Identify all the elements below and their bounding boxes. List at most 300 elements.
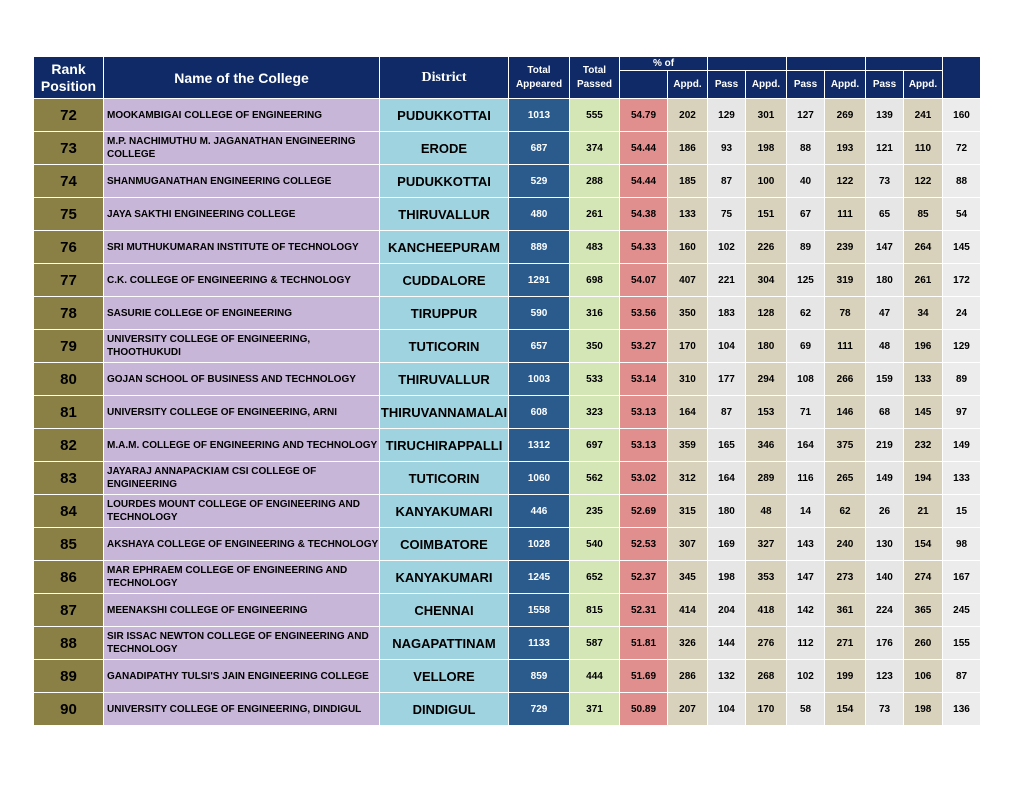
appd-cell: 151	[746, 198, 787, 231]
pass-cell: 102	[787, 660, 825, 693]
pass-percentage-cell: 54.44	[620, 165, 668, 198]
appd-cell: 202	[668, 99, 708, 132]
appd-cell: 170	[746, 693, 787, 726]
college-name-cell: MOOKAMBIGAI COLLEGE OF ENGINEERING	[104, 99, 380, 132]
pass-cell: 87	[708, 165, 746, 198]
appd-cell: 194	[904, 462, 943, 495]
district-cell: DINDIGUL	[380, 693, 509, 726]
pass-cell: 177	[708, 363, 746, 396]
value-cell: 129	[943, 330, 981, 363]
district-cell: THIRUVALLUR	[380, 198, 509, 231]
rank-cell: 78	[34, 297, 104, 330]
college-name-cell: LOURDES MOUNT COLLEGE OF ENGINEERING AND TECHNOLOGY	[104, 495, 380, 528]
total-appeared-cell: 608	[509, 396, 570, 429]
appd-cell: 122	[825, 165, 866, 198]
total-appeared-cell: 1291	[509, 264, 570, 297]
college-name-cell: SRI MUTHUKUMARAN INSTITUTE OF TECHNOLOGY	[104, 231, 380, 264]
appd-cell: 232	[904, 429, 943, 462]
pass-cell: 62	[787, 297, 825, 330]
appd-cell: 240	[825, 528, 866, 561]
total-passed-cell: 371	[570, 693, 620, 726]
pass-cell: 89	[787, 231, 825, 264]
pass-cell: 48	[866, 330, 904, 363]
rank-cell: 81	[34, 396, 104, 429]
appd-cell: 261	[904, 264, 943, 297]
appd-cell: 154	[825, 693, 866, 726]
appd-cell: 128	[746, 297, 787, 330]
table-row	[34, 594, 981, 627]
pass-cell: 75	[708, 198, 746, 231]
district-cell: KANCHEEPURAM	[380, 231, 509, 264]
percent-subheader-blank	[620, 71, 668, 99]
district-cell: TIRUCHIRAPPALLI	[380, 429, 509, 462]
appd-cell: 239	[825, 231, 866, 264]
appd-cell: 21	[904, 495, 943, 528]
appd-cell: 407	[668, 264, 708, 297]
pass-percentage-cell: 52.69	[620, 495, 668, 528]
value-cell: 172	[943, 264, 981, 297]
total-passed-cell: 698	[570, 264, 620, 297]
rank-cell: 77	[34, 264, 104, 297]
rank-cell: 73	[34, 132, 104, 165]
appd-cell: 375	[825, 429, 866, 462]
appd-cell: 180	[746, 330, 787, 363]
appd-cell: 271	[825, 627, 866, 660]
value-cell: 72	[943, 132, 981, 165]
appd-cell: 198	[904, 693, 943, 726]
appd-cell: 365	[904, 594, 943, 627]
pass-cell: 14	[787, 495, 825, 528]
pass-percentage-cell: 54.38	[620, 198, 668, 231]
appd-cell: 269	[825, 99, 866, 132]
appd-cell: 326	[668, 627, 708, 660]
pass-cell: 147	[787, 561, 825, 594]
pass-percentage-cell: 54.44	[620, 132, 668, 165]
appd-cell: 241	[904, 99, 943, 132]
appd-cell: 346	[746, 429, 787, 462]
total-passed-cell: 533	[570, 363, 620, 396]
rank-cell: 88	[34, 627, 104, 660]
appd-cell: 294	[746, 363, 787, 396]
total-appeared-cell: 889	[509, 231, 570, 264]
total-appeared-header: Total Appeared	[509, 57, 570, 99]
district-cell: KANYAKUMARI	[380, 495, 509, 528]
appd-cell: 359	[668, 429, 708, 462]
pass-cell: 104	[708, 330, 746, 363]
appd-cell: 164	[668, 396, 708, 429]
district-cell: THIRUVALLUR	[380, 363, 509, 396]
district-header: District	[380, 57, 509, 99]
college-name-cell: MEENAKSHI COLLEGE OF ENGINEERING	[104, 594, 380, 627]
pass-cell: 26	[866, 495, 904, 528]
total-appeared-cell: 529	[509, 165, 570, 198]
group-header-2	[708, 57, 787, 71]
pass-cell: 65	[866, 198, 904, 231]
appd-cell: 301	[746, 99, 787, 132]
total-appeared-cell: 657	[509, 330, 570, 363]
appd-cell: 170	[668, 330, 708, 363]
college-name-cell: GOJAN SCHOOL OF BUSINESS AND TECHNOLOGY	[104, 363, 380, 396]
table-row	[34, 165, 981, 198]
appd-cell: 193	[825, 132, 866, 165]
pass-cell: 164	[708, 462, 746, 495]
rank-cell: 90	[34, 693, 104, 726]
rank-position-header: Rank Position	[34, 57, 104, 99]
rank-cell: 84	[34, 495, 104, 528]
appd-cell: 414	[668, 594, 708, 627]
appd-cell: 286	[668, 660, 708, 693]
appd-cell: 273	[825, 561, 866, 594]
appd-cell: 85	[904, 198, 943, 231]
pass-cell: 142	[787, 594, 825, 627]
pass-percentage-cell: 54.07	[620, 264, 668, 297]
district-cell: CHENNAI	[380, 594, 509, 627]
total-passed-cell: 652	[570, 561, 620, 594]
pass-header: Pass	[708, 71, 746, 99]
appd-cell: 304	[746, 264, 787, 297]
district-cell: KANYAKUMARI	[380, 561, 509, 594]
pass-cell: 102	[708, 231, 746, 264]
total-passed-cell: 587	[570, 627, 620, 660]
appd-cell: 198	[746, 132, 787, 165]
appd-cell: 361	[825, 594, 866, 627]
pass-cell: 71	[787, 396, 825, 429]
value-cell: 245	[943, 594, 981, 627]
pass-percentage-cell: 53.13	[620, 429, 668, 462]
total-appeared-cell: 687	[509, 132, 570, 165]
appd-cell: 185	[668, 165, 708, 198]
table-row	[34, 693, 981, 726]
pass-cell: 149	[866, 462, 904, 495]
pass-cell: 40	[787, 165, 825, 198]
total-passed-cell: 350	[570, 330, 620, 363]
table-row	[34, 99, 981, 132]
pass-cell: 221	[708, 264, 746, 297]
group-header-3	[787, 57, 866, 71]
table-row	[34, 132, 981, 165]
appd-cell: 199	[825, 660, 866, 693]
college-name-cell: JAYARAJ ANNAPACKIAM CSI COLLEGE OF ENGINEERING	[104, 462, 380, 495]
value-cell: 133	[943, 462, 981, 495]
appd-cell: 289	[746, 462, 787, 495]
district-cell: TUTICORIN	[380, 462, 509, 495]
college-name-cell: SHANMUGANATHAN ENGINEERING COLLEGE	[104, 165, 380, 198]
pass-cell: 93	[708, 132, 746, 165]
pass-percentage-cell: 53.14	[620, 363, 668, 396]
appd-cell: 274	[904, 561, 943, 594]
pass-cell: 121	[866, 132, 904, 165]
value-cell: 160	[943, 99, 981, 132]
college-name-cell: SASURIE COLLEGE OF ENGINEERING	[104, 297, 380, 330]
appd-cell: 315	[668, 495, 708, 528]
appd-cell: 122	[904, 165, 943, 198]
value-cell: 155	[943, 627, 981, 660]
pass-cell: 108	[787, 363, 825, 396]
pass-cell: 112	[787, 627, 825, 660]
appd-cell: 276	[746, 627, 787, 660]
value-cell: 88	[943, 165, 981, 198]
appd-cell: 111	[825, 330, 866, 363]
pass-cell: 139	[866, 99, 904, 132]
district-cell: CUDDALORE	[380, 264, 509, 297]
table-row	[34, 231, 981, 264]
appd-cell: 110	[904, 132, 943, 165]
appd-cell: 106	[904, 660, 943, 693]
pass-cell: 164	[787, 429, 825, 462]
value-cell: 145	[943, 231, 981, 264]
percent-of-header: % of	[620, 57, 708, 71]
table-row	[34, 462, 981, 495]
table-row	[34, 396, 981, 429]
pass-cell: 88	[787, 132, 825, 165]
rank-cell: 89	[34, 660, 104, 693]
total-passed-header: Total Passed	[570, 57, 620, 99]
pass-cell: 176	[866, 627, 904, 660]
table-row	[34, 297, 981, 330]
pass-percentage-cell: 53.27	[620, 330, 668, 363]
pass-cell: 125	[787, 264, 825, 297]
appd-cell: 153	[746, 396, 787, 429]
rank-cell: 85	[34, 528, 104, 561]
pass-cell: 132	[708, 660, 746, 693]
pass-cell: 159	[866, 363, 904, 396]
pass-cell: 169	[708, 528, 746, 561]
appd-cell: 160	[668, 231, 708, 264]
appd-cell: 319	[825, 264, 866, 297]
table-row	[34, 330, 981, 363]
pass-cell: 123	[866, 660, 904, 693]
district-cell: COIMBATORE	[380, 528, 509, 561]
pass-header: Pass	[787, 71, 825, 99]
rank-cell: 76	[34, 231, 104, 264]
appd-cell: 145	[904, 396, 943, 429]
value-cell: 136	[943, 693, 981, 726]
total-appeared-cell: 1312	[509, 429, 570, 462]
district-cell: TIRUPPUR	[380, 297, 509, 330]
rank-cell: 72	[34, 99, 104, 132]
table-row	[34, 264, 981, 297]
appd-header: Appd.	[825, 71, 866, 99]
rank-cell: 80	[34, 363, 104, 396]
college-ranking-table	[33, 56, 981, 726]
pass-cell: 143	[787, 528, 825, 561]
appd-cell: 196	[904, 330, 943, 363]
pass-cell: 69	[787, 330, 825, 363]
table-row	[34, 660, 981, 693]
total-appeared-cell: 446	[509, 495, 570, 528]
rank-cell: 79	[34, 330, 104, 363]
pass-cell: 147	[866, 231, 904, 264]
value-cell: 98	[943, 528, 981, 561]
pass-cell: 204	[708, 594, 746, 627]
table-header	[34, 57, 981, 99]
total-appeared-cell: 1028	[509, 528, 570, 561]
college-name-cell: AKSHAYA COLLEGE OF ENGINEERING & TECHNOLOGY	[104, 528, 380, 561]
table-row	[34, 561, 981, 594]
table-row	[34, 198, 981, 231]
total-passed-cell: 261	[570, 198, 620, 231]
table-body	[34, 99, 981, 726]
pass-cell: 68	[866, 396, 904, 429]
pass-percentage-cell: 52.53	[620, 528, 668, 561]
appd-cell: 111	[825, 198, 866, 231]
college-name-cell: C.K. COLLEGE OF ENGINEERING & TECHNOLOGY	[104, 264, 380, 297]
total-passed-cell: 483	[570, 231, 620, 264]
table-row	[34, 627, 981, 660]
pass-cell: 130	[866, 528, 904, 561]
total-passed-cell: 316	[570, 297, 620, 330]
pass-cell: 87	[708, 396, 746, 429]
appd-cell: 48	[746, 495, 787, 528]
pass-cell: 198	[708, 561, 746, 594]
rank-cell: 82	[34, 429, 104, 462]
appd-header: Appd.	[746, 71, 787, 99]
total-passed-cell: 555	[570, 99, 620, 132]
rank-cell: 87	[34, 594, 104, 627]
total-appeared-cell: 1245	[509, 561, 570, 594]
pass-cell: 47	[866, 297, 904, 330]
pass-percentage-cell: 50.89	[620, 693, 668, 726]
district-cell: TUTICORIN	[380, 330, 509, 363]
appd-cell: 310	[668, 363, 708, 396]
table-row	[34, 528, 981, 561]
value-cell: 167	[943, 561, 981, 594]
total-passed-cell: 540	[570, 528, 620, 561]
appd-header: Appd.	[668, 71, 708, 99]
appd-cell: 207	[668, 693, 708, 726]
appd-cell: 350	[668, 297, 708, 330]
pass-cell: 67	[787, 198, 825, 231]
rank-cell: 86	[34, 561, 104, 594]
pass-cell: 73	[866, 165, 904, 198]
total-passed-cell: 374	[570, 132, 620, 165]
college-name-cell: UNIVERSITY COLLEGE OF ENGINEERING, DINDIGUL	[104, 693, 380, 726]
appd-cell: 133	[668, 198, 708, 231]
pass-percentage-cell: 52.37	[620, 561, 668, 594]
college-name-cell: SIR ISSAC NEWTON COLLEGE OF ENGINEERING AND TECHNOLOGY	[104, 627, 380, 660]
appd-cell: 34	[904, 297, 943, 330]
pass-cell: 180	[708, 495, 746, 528]
total-passed-cell: 444	[570, 660, 620, 693]
appd-cell: 266	[825, 363, 866, 396]
college-name-cell: UNIVERSITY COLLEGE OF ENGINEERING, ARNI	[104, 396, 380, 429]
pass-cell: 144	[708, 627, 746, 660]
appd-header: Appd.	[904, 71, 943, 99]
total-appeared-cell: 590	[509, 297, 570, 330]
pass-cell: 165	[708, 429, 746, 462]
pass-cell: 58	[787, 693, 825, 726]
district-cell: PUDUKKOTTAI	[380, 99, 509, 132]
appd-cell: 307	[668, 528, 708, 561]
value-cell: 89	[943, 363, 981, 396]
appd-cell: 100	[746, 165, 787, 198]
value-cell: 54	[943, 198, 981, 231]
pass-header: Pass	[866, 71, 904, 99]
total-passed-cell: 288	[570, 165, 620, 198]
rank-cell: 74	[34, 165, 104, 198]
appd-cell: 78	[825, 297, 866, 330]
table-row	[34, 495, 981, 528]
total-appeared-cell: 1003	[509, 363, 570, 396]
rank-cell: 83	[34, 462, 104, 495]
appd-cell: 312	[668, 462, 708, 495]
district-cell: PUDUKKOTTAI	[380, 165, 509, 198]
pass-cell: 140	[866, 561, 904, 594]
total-passed-cell: 562	[570, 462, 620, 495]
pass-percentage-cell: 51.81	[620, 627, 668, 660]
college-name-cell: M.A.M. COLLEGE OF ENGINEERING AND TECHNOLOGY	[104, 429, 380, 462]
total-appeared-cell: 1133	[509, 627, 570, 660]
total-appeared-cell: 480	[509, 198, 570, 231]
total-passed-cell: 815	[570, 594, 620, 627]
district-cell: THIRUVANNAMALAI	[380, 396, 509, 429]
pass-cell: 183	[708, 297, 746, 330]
pass-cell: 129	[708, 99, 746, 132]
pass-cell: 116	[787, 462, 825, 495]
college-name-cell: JAYA SAKTHI ENGINEERING COLLEGE	[104, 198, 380, 231]
college-ranking-table-container	[33, 56, 981, 726]
pass-percentage-cell: 53.13	[620, 396, 668, 429]
appd-cell: 133	[904, 363, 943, 396]
appd-cell: 154	[904, 528, 943, 561]
college-name-cell: M.P. NACHIMUTHU M. JAGANATHAN ENGINEERING COLLEGE	[104, 132, 380, 165]
pass-cell: 73	[866, 693, 904, 726]
table-row	[34, 363, 981, 396]
appd-cell: 226	[746, 231, 787, 264]
appd-cell: 418	[746, 594, 787, 627]
total-passed-cell: 323	[570, 396, 620, 429]
appd-cell: 62	[825, 495, 866, 528]
group-header-5	[943, 57, 981, 99]
pass-percentage-cell: 53.02	[620, 462, 668, 495]
total-passed-cell: 697	[570, 429, 620, 462]
total-appeared-cell: 1013	[509, 99, 570, 132]
total-passed-cell: 235	[570, 495, 620, 528]
table-row	[34, 429, 981, 462]
pass-percentage-cell: 52.31	[620, 594, 668, 627]
district-cell: NAGAPATTINAM	[380, 627, 509, 660]
rank-cell: 75	[34, 198, 104, 231]
appd-cell: 260	[904, 627, 943, 660]
pass-cell: 219	[866, 429, 904, 462]
appd-cell: 186	[668, 132, 708, 165]
appd-cell: 268	[746, 660, 787, 693]
appd-cell: 327	[746, 528, 787, 561]
group-header-4	[866, 57, 943, 71]
appd-cell: 146	[825, 396, 866, 429]
total-appeared-cell: 1558	[509, 594, 570, 627]
pass-percentage-cell: 53.56	[620, 297, 668, 330]
pass-cell: 224	[866, 594, 904, 627]
value-cell: 87	[943, 660, 981, 693]
appd-cell: 345	[668, 561, 708, 594]
appd-cell: 265	[825, 462, 866, 495]
college-name-cell: GANADIPATHY TULSI'S JAIN ENGINEERING COLLEGE	[104, 660, 380, 693]
college-name-cell: UNIVERSITY COLLEGE OF ENGINEERING, THOOTHUKUDI	[104, 330, 380, 363]
district-cell: VELLORE	[380, 660, 509, 693]
appd-cell: 353	[746, 561, 787, 594]
pass-percentage-cell: 54.79	[620, 99, 668, 132]
total-appeared-cell: 1060	[509, 462, 570, 495]
pass-percentage-cell: 51.69	[620, 660, 668, 693]
pass-cell: 104	[708, 693, 746, 726]
appd-cell: 264	[904, 231, 943, 264]
pass-percentage-cell: 54.33	[620, 231, 668, 264]
pass-cell: 180	[866, 264, 904, 297]
total-appeared-cell: 729	[509, 693, 570, 726]
college-name-header: Name of the College	[104, 57, 380, 99]
value-cell: 24	[943, 297, 981, 330]
